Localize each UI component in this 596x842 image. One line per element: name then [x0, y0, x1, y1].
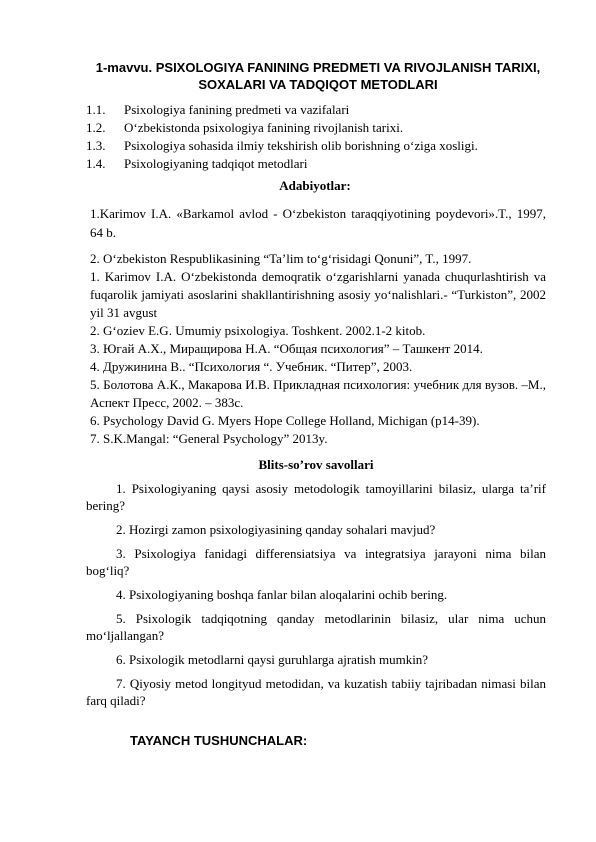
reference-item: 5. Болотова А.К., Макарова И.В. Прикладная психология: учебник для вузов. –М., Аспект Пресс, 2002. – 383с. — [90, 377, 546, 410]
topic-item — [86, 155, 546, 173]
topic-list — [86, 101, 546, 173]
topic-item — [86, 137, 546, 155]
topic-text: Psixologiya fanining predmeti va vazifalari — [124, 102, 350, 117]
topic-text: O‘zbekistonda psixologiya fanining rivojlanish tarixi. — [124, 120, 404, 135]
questions-list — [86, 480, 546, 716]
reference-item: 1. Karimov I.A. O‘zbekistonda demoqratik o‘zgarishlarni yanada chuqurlashtirish va fuqarolik jamiyati asoslarini shakllantirishning asosiy yo‘nalishlari.- “Turkiston”, 2002 yil 31 avgust — [90, 269, 546, 320]
reference-item: 7. S.K.Mangal: “General Psychology” 2013y. — [90, 431, 328, 446]
topic-item — [86, 101, 546, 119]
reference-item: 2. O‘zbekiston Respublikasining “Ta’lim to‘g‘risidagi Qonuni”, T., 1997. — [90, 251, 472, 266]
references-list — [90, 204, 546, 448]
topic-text: Psixologiyaning tadqiqot metodlari — [124, 156, 308, 171]
reference-item: 4. Дружинина В.. “Психология “. Учебник. “Питер”, 2003. — [90, 359, 413, 374]
topic-item — [86, 119, 546, 137]
reference-item: 2. G‘oziev E.G. Umumiy psixologiya. Toshkent. 2002.1-2 kitob. — [90, 323, 426, 338]
topic-number: 1.3. — [86, 138, 106, 153]
reference-item: 1.Karimov I.A. «Barkamol avlod - O‘zbekiston taraqqiyotining poydevori».T., 1997, 64 b. — [90, 206, 546, 240]
references-heading: Adabiyotlar: — [279, 178, 351, 193]
topic-number: 1.2. — [86, 120, 106, 135]
question-item: 3. Psixologiya fanidagi differensiatsiya va integratsiya jarayoni nima bilan bog‘liq? — [86, 546, 546, 578]
question-item: 7. Qiyosiy metod longityud metodidan, va kuzatish tabiiy tajribadan nimasi bilan farq qiladi? — [86, 676, 546, 708]
reference-item: 6. Psychology David G. Myers Hope College Holland, Michigan (p14-39). — [90, 413, 480, 428]
question-item: 1. Psixologiyaning qaysi asosiy metodologik tamoyillarini bilasiz, ularga ta’rif bering? — [86, 481, 546, 513]
key-terms-heading: TAYANCH TUSHUNCHALAR: — [130, 733, 308, 748]
questions-heading: Blits-so’rov savollari — [258, 457, 374, 472]
reference-item: 3. Югай А.Х., Миращирова Н.А. “Общая психология” – Ташкент 2014. — [90, 341, 483, 356]
question-item: 4. Psixologiyaning boshqa fanlar bilan aloqalarini ochib bering. — [116, 587, 448, 602]
topic-number: 1.1. — [86, 102, 106, 117]
topic-text: Psixologiya sohasida ilmiy tekshirish olib borishning o‘ziga xosligi. — [124, 138, 478, 153]
question-item: 6. Psixologik metodlarni qaysi guruhlarga ajratish mumkin? — [116, 652, 429, 667]
question-item: 5. Psixologik tadqiqotning qanday metodlarinin bilasiz, ular nima uchun mo‘ljallangan? — [86, 611, 546, 643]
topic-number: 1.4. — [86, 156, 106, 171]
question-item: 2. Hozirgi zamon psixologiyasining qanday sohalari mavjud? — [116, 522, 436, 537]
page-title: 1-mavvu. PSIXOLOGIYA FANINING PREDMETI VA RIVOJLANISH TARIXI, SOXALARI VA TADQIQOT METODLARI — [95, 60, 541, 92]
